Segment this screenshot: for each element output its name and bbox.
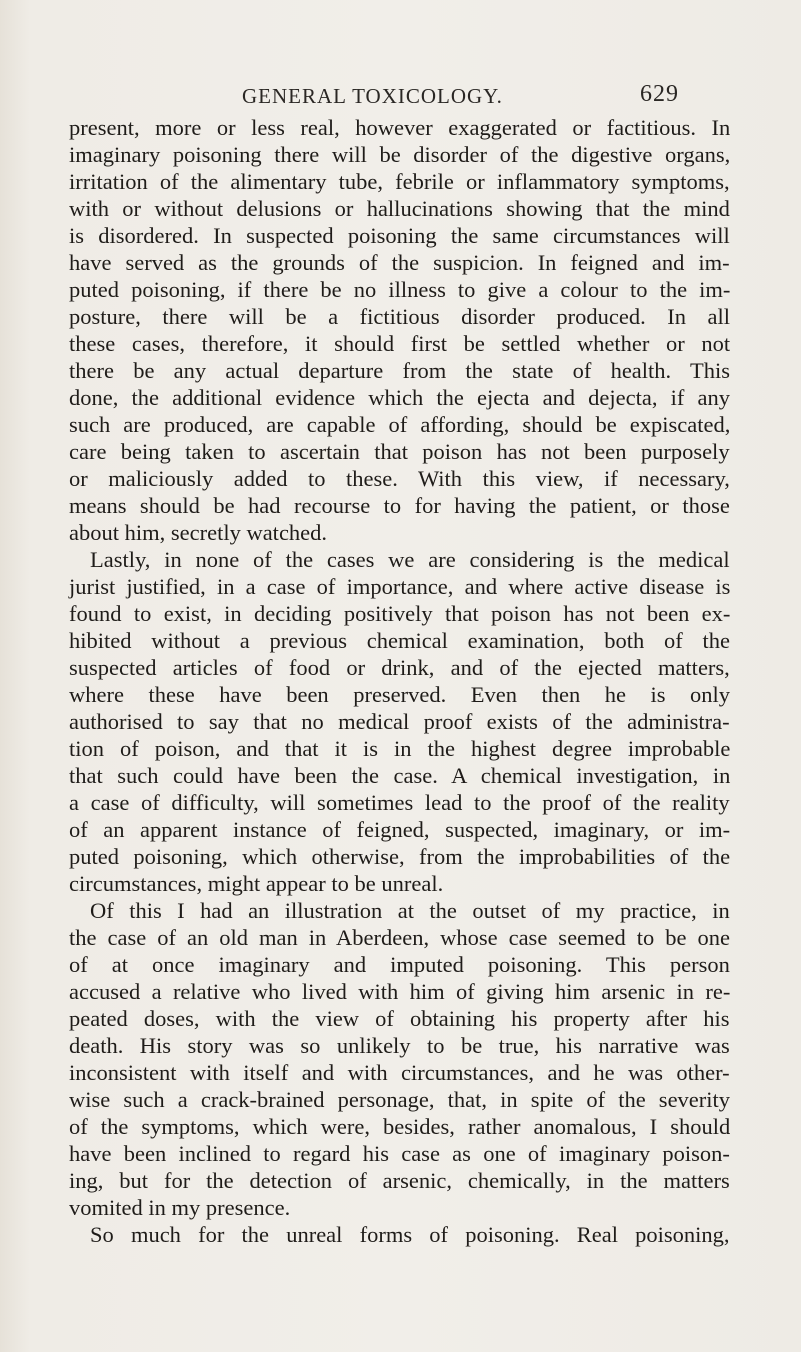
text-line: found to exist, in deciding positively that poison has not been ex- xyxy=(69,601,731,626)
text-line: puted poisoning, which otherwise, from the improbabilities of the xyxy=(69,844,731,869)
running-head xyxy=(0,81,801,114)
text-line: a case of difficulty, will sometimes lead to the proof of the reality xyxy=(69,790,730,815)
text-line: circumstances, might appear to be unreal. xyxy=(69,871,444,896)
text-line: So much for the unreal forms of poisoning. Real poisoning, xyxy=(90,1222,730,1247)
text-line: inconsistent with itself and with circumstances, and he was other- xyxy=(69,1060,730,1085)
text-line: irritation of the alimentary tube, febrile or inflammatory symptoms, xyxy=(69,169,730,194)
text-line: where these have been preserved. Even then he is only xyxy=(69,682,731,707)
text-line: about him, secretly watched. xyxy=(69,520,328,545)
text-line: that such could have been the case. A chemical investigation, in xyxy=(69,763,731,788)
text-line: peated doses, with the view of obtaining his property after his xyxy=(69,1006,730,1031)
text-line: these cases, therefore, it should first be settled whether or not xyxy=(69,331,731,356)
text-line: wise such a crack-brained personage, that, in spite of the severity xyxy=(69,1087,731,1112)
text-line: of at once imaginary and imputed poisoning. This person xyxy=(69,952,730,977)
text-line: with or without delusions or hallucinations showing that the mind xyxy=(69,196,730,221)
text-line: have been inclined to regard his case as one of imaginary poison- xyxy=(69,1141,730,1166)
text-line: death. His story was so unlikely to be true, his narrative was xyxy=(69,1033,730,1058)
text-line: such are produced, are capable of affording, should be expiscated, xyxy=(69,412,731,437)
text-line: puted poisoning, if there be no illness to give a colour to the im- xyxy=(69,277,731,302)
text-line: jurist justified, in a case of importance, and where active disease is xyxy=(69,574,731,599)
text-line: is disordered. In suspected poisoning the same circumstances will xyxy=(69,223,730,248)
text-line: accused a relative who lived with him of giving him arsenic in re- xyxy=(69,979,731,1004)
text-line: Lastly, in none of the cases we are considering is the medical xyxy=(90,547,730,572)
text-line: of an apparent instance of feigned, suspected, imaginary, or im- xyxy=(69,817,731,842)
text-line: hibited without a previous chemical examination, both of the xyxy=(69,628,730,653)
text-line: or maliciously added to these. With this view, if necessary, xyxy=(69,466,730,491)
text-line: have served as the grounds of the suspicion. In feigned and im- xyxy=(69,250,730,275)
text-line: posture, there will be a fictitious disorder produced. In all xyxy=(69,304,730,329)
page-number: 629 xyxy=(640,81,679,107)
text-line: authorised to say that no medical proof exists of the administra- xyxy=(69,709,730,734)
text-line: done, the additional evidence which the ejecta and dejecta, if any xyxy=(69,385,730,410)
text-line: vomited in my presence. xyxy=(69,1195,291,1220)
text-line: ing, but for the detection of arsenic, chemically, in the matters xyxy=(69,1168,730,1193)
text-line: present, more or less real, however exaggerated or factitious. In xyxy=(69,115,731,140)
text-line: care being taken to ascertain that poison has not been purposely xyxy=(69,439,730,464)
text-line: suspected articles of food or drink, and of the ejected matters, xyxy=(69,655,730,680)
text-line: there be any actual departure from the state of health. This xyxy=(69,358,730,383)
text-line: the case of an old man in Aberdeen, whose case seemed to be one xyxy=(69,925,731,950)
running-title: GENERAL TOXICOLOGY. xyxy=(242,84,503,108)
text-line: imaginary poisoning there will be disorder of the digestive organs, xyxy=(69,142,731,167)
text-line: means should be had recourse to for having the patient, or those xyxy=(69,493,730,518)
text-line: Of this I had an illustration at the outset of my practice, in xyxy=(90,898,730,923)
text-line: tion of poison, and that it is in the highest degree improbable xyxy=(69,736,731,761)
text-line: of the symptoms, which were, besides, rather anomalous, I should xyxy=(69,1114,731,1139)
